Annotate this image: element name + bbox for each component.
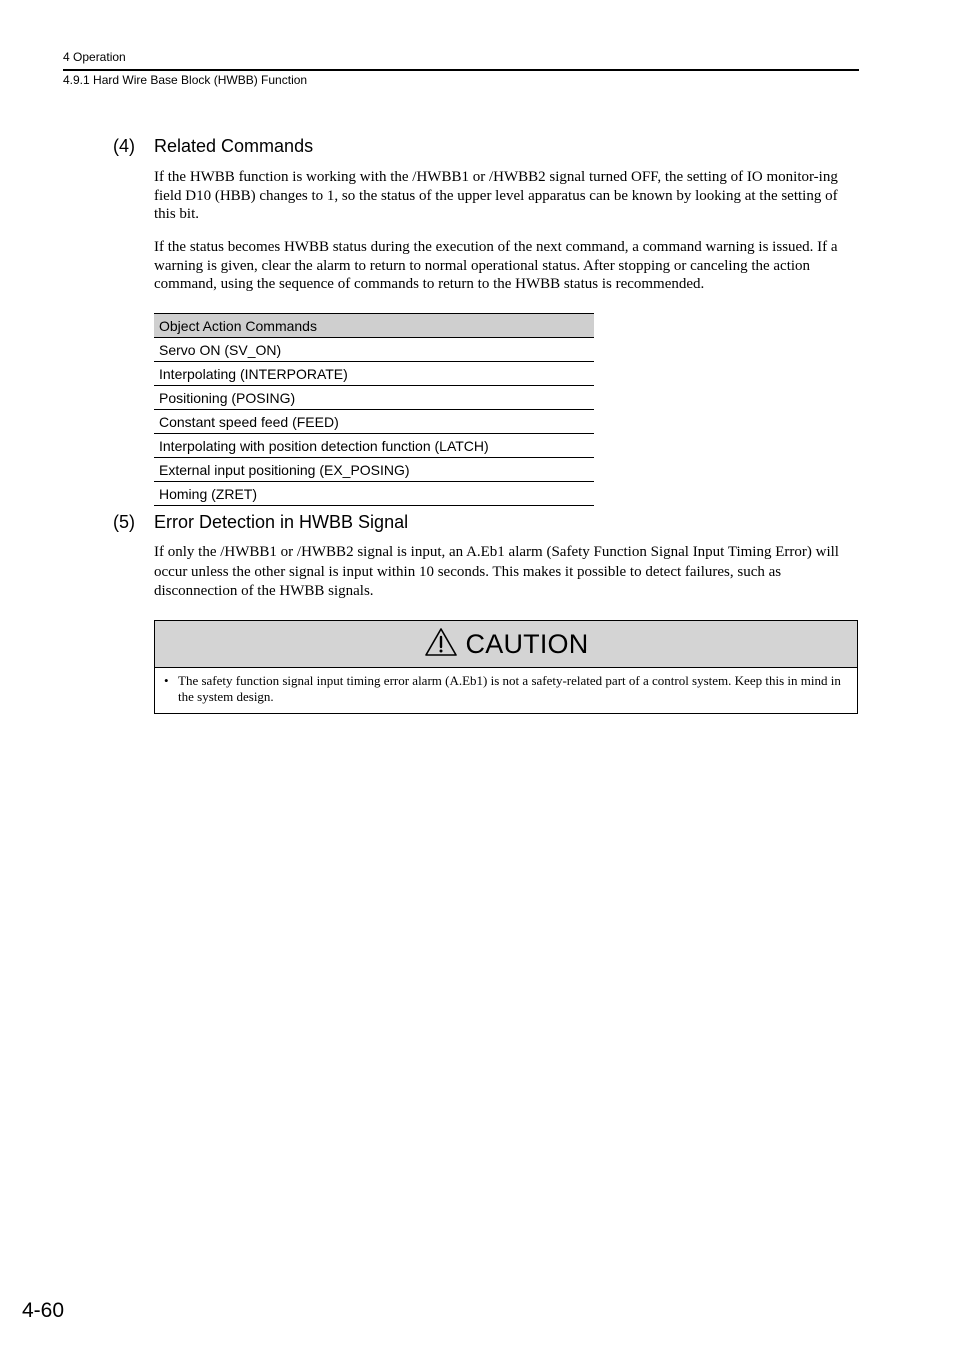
table-row [154,362,594,386]
table-cell: Interpolating with position detection function (LATCH) [154,434,594,458]
page-number: 4-60 [22,1299,65,1322]
running-header-section: 4.9.1 Hard Wire Base Block (HWBB) Function [63,73,308,87]
table-header-row [154,314,594,338]
table-row [154,410,594,434]
section-5-title: Error Detection in HWBB Signal [154,512,409,532]
caution-body [155,668,857,705]
caution-title: CAUTION [465,628,589,659]
header-rule [63,69,859,71]
section-4-paragraph-1: If the HWBB function is working with the /HWBB1 or /HWBB2 signal turned OFF, the setting of IO monitor-ing field D10 (HBB) changes to 1, so the status of the upper level apparatus can be known by looking at the setting of this bit. [154,169,838,222]
table-cell: External input positioning (EX_POSING) [154,458,594,482]
section-4-title: Related Commands [154,136,314,156]
table-cell: Constant speed feed (FEED) [154,410,594,434]
table-cell: Homing (ZRET) [154,482,594,506]
running-header-chapter: 4 Operation [63,50,126,64]
section-5-paragraph: If only the /HWBB1 or /HWBB2 signal is input, an A.Eb1 alarm (Safety Function Signal Input Timing Error) will occur unless the other signal is input within 10 seconds. This makes it possible to detect failures, such as disconnection of the HWBB signals. [154,544,839,599]
table-row [154,386,594,410]
caution-header [155,621,857,668]
warning-triangle-icon [424,627,466,662]
table-header-cell: Object Action Commands [154,314,594,338]
table-row [154,458,594,482]
table-cell: Servo ON (SV_ON) [154,338,594,362]
table-cell: Interpolating (INTERPORATE) [154,362,594,386]
table-row [154,482,594,506]
section-4-paragraph-2: If the status becomes HWBB status during the execution of the next command, a command warning is issued. If a warning is given, clear the alarm to return to normal operational status. After stopping or canceling the action command, using the sequence of commands to return to the HWBB status is recommended. [154,239,838,292]
section-5-heading [113,512,408,533]
table-row [154,338,594,362]
section-5-number: (5) [113,512,135,532]
table-cell: Positioning (POSING) [154,386,594,410]
section-4-heading [113,136,313,157]
caution-text: The safety function signal input timing error alarm (A.Eb1) is not a safety-related part of a control system. Keep this in mind in the system design. [178,673,841,704]
table-row [154,434,594,458]
caution-box [154,620,858,714]
section-4-number: (4) [113,136,135,156]
bullet-marker: • [164,673,169,688]
object-action-commands-table [154,313,594,506]
